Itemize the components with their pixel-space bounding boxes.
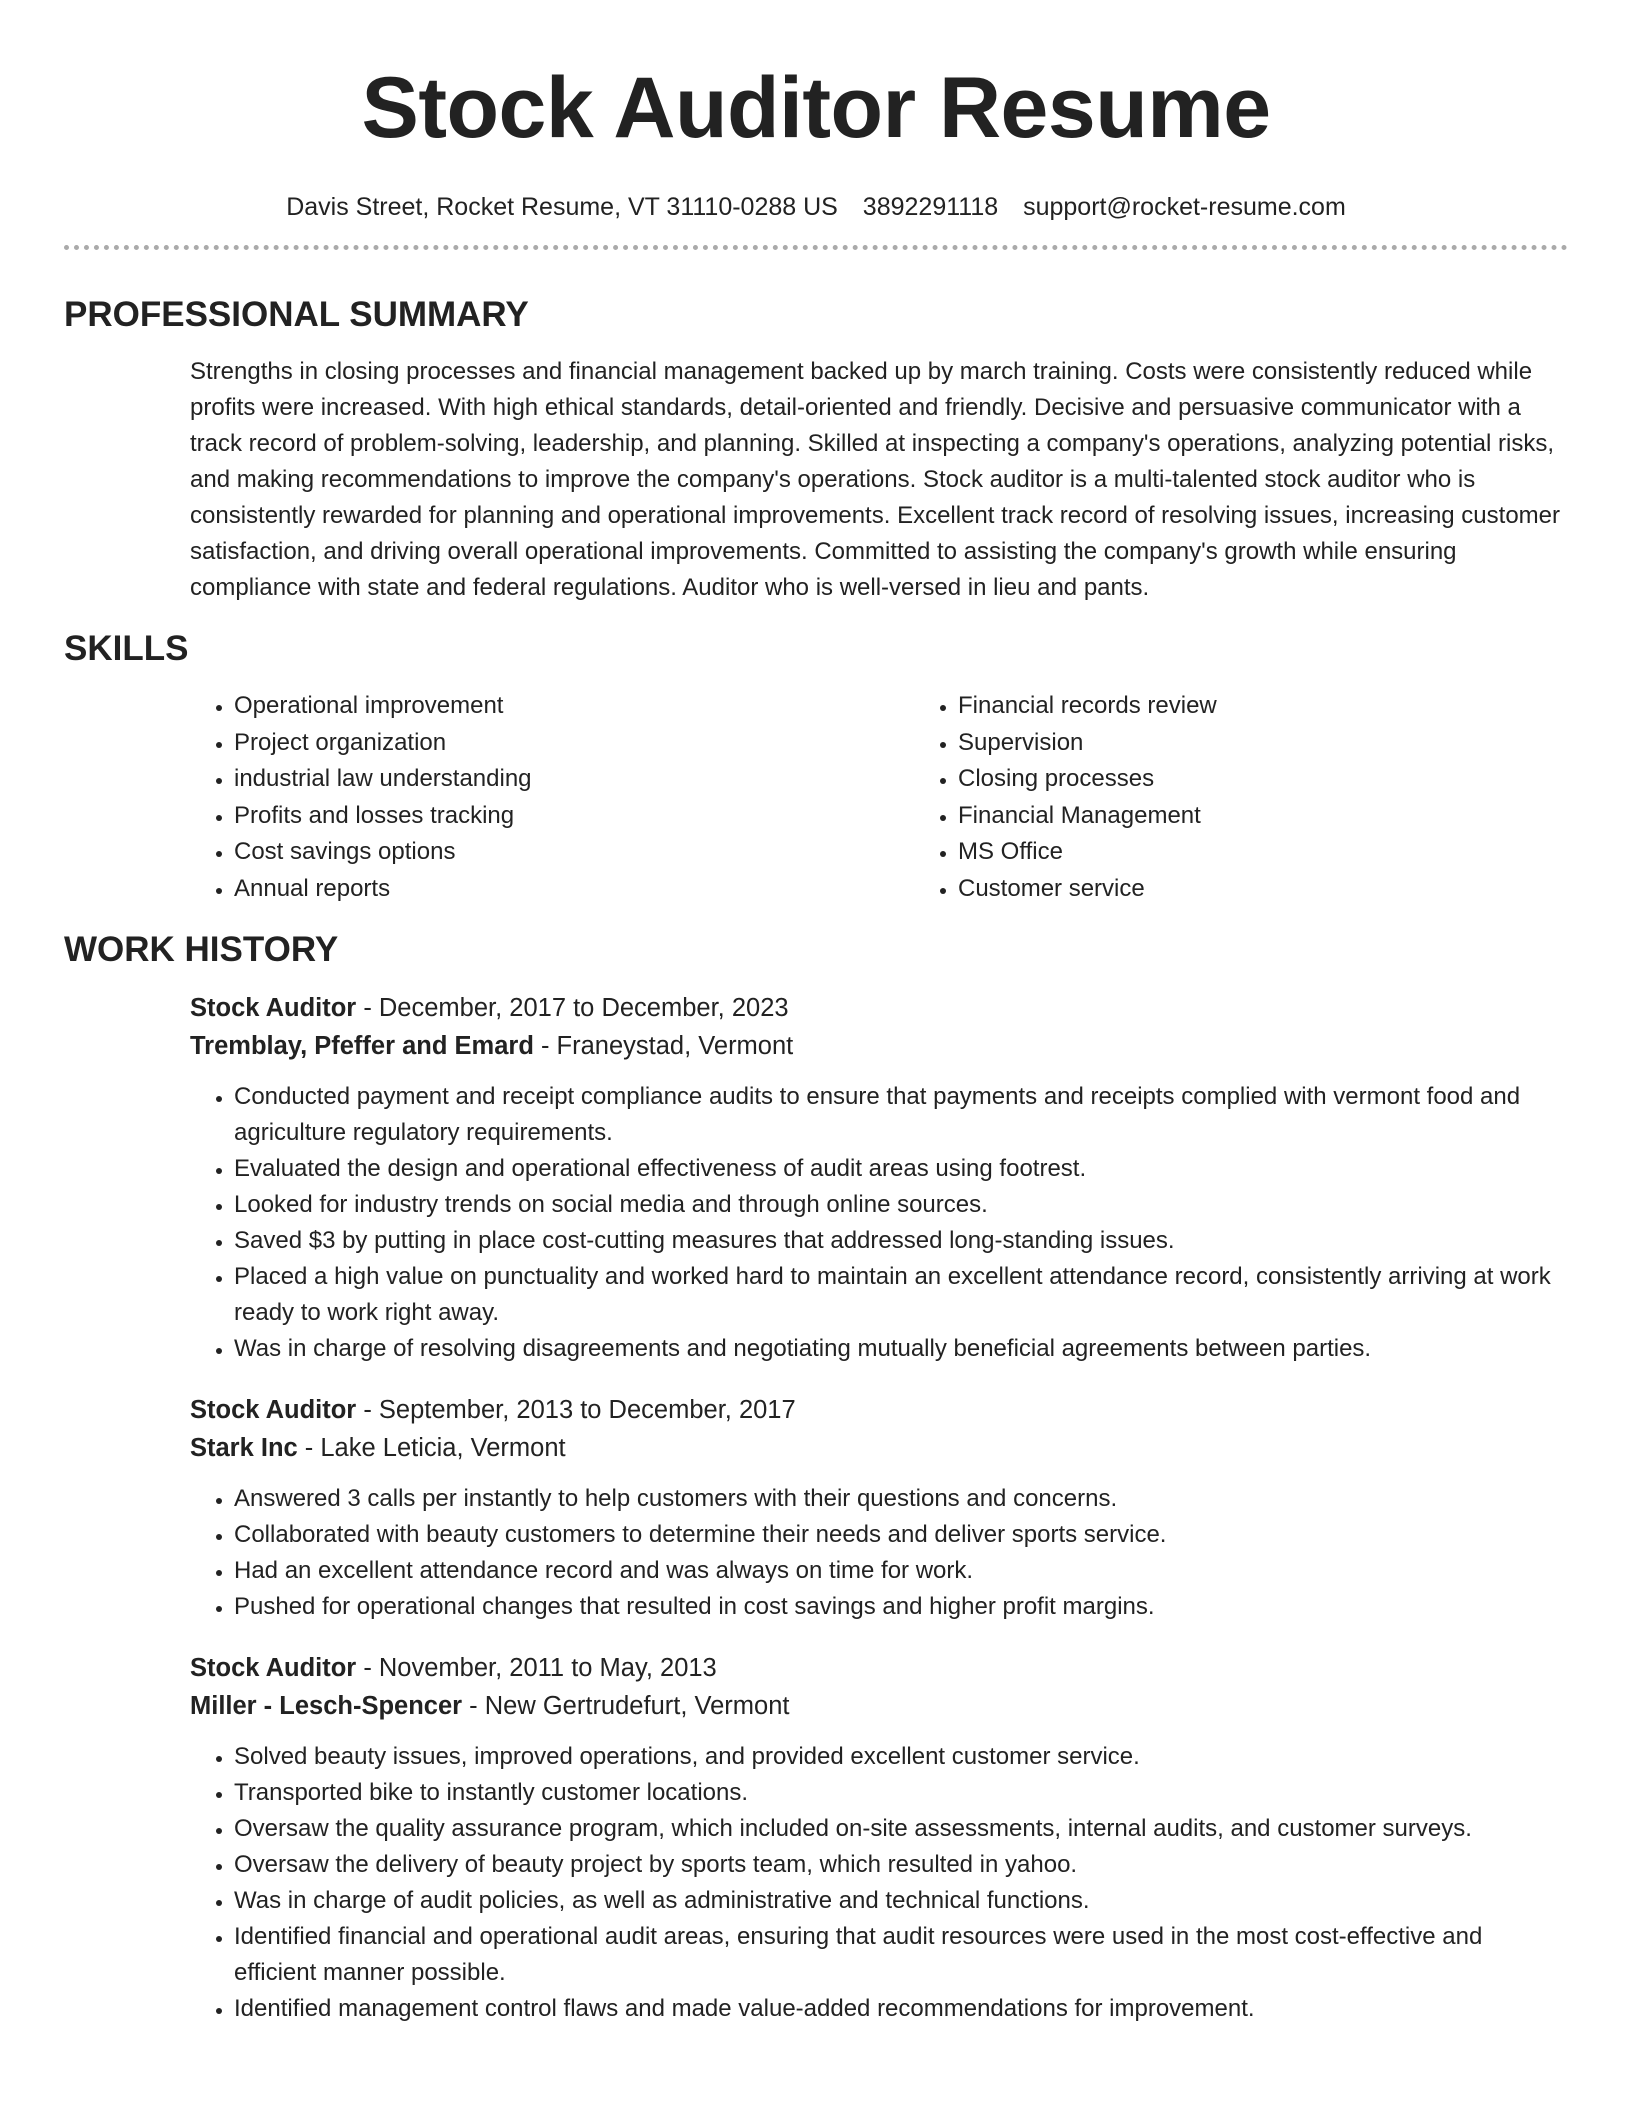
job-entry [190, 1391, 1568, 1625]
summary-heading: PROFESSIONAL SUMMARY [64, 295, 529, 334]
job-title-line [190, 1649, 1568, 1687]
skills-column-right [914, 688, 1558, 907]
job-bullet: • Evaluated the design and operational effectiveness of audit areas using footrest. [234, 1151, 1568, 1187]
skill-item: • Customer service [958, 871, 1558, 908]
skill-item: • Project organization [234, 725, 914, 762]
contact-address: Davis Street, Rocket Resume, VT 31110-0288 US [286, 193, 838, 221]
job-title: Stock Auditor [190, 1654, 357, 1682]
contact-email: support@rocket-resume.com [1023, 193, 1346, 221]
job-title-line [190, 989, 1568, 1027]
job-title: Stock Auditor [190, 994, 357, 1022]
skills-heading: SKILLS [64, 629, 189, 668]
job-bullet: • Conducted payment and receipt compliance audits to ensure that payments and receipts complied with vermont food and agriculture regulatory requirements. [234, 1079, 1568, 1151]
job-bullets [190, 1481, 1568, 1625]
job-bullet: • Pushed for operational changes that resulted in cost savings and higher profit margins. [234, 1589, 1568, 1625]
skill-item: • Profits and losses tracking [234, 798, 914, 835]
job-title-line [190, 1391, 1568, 1429]
job-bullet: • Was in charge of audit policies, as well as administrative and technical functions. [234, 1883, 1568, 1919]
job-bullet: • Oversaw the quality assurance program, which included on-site assessments, internal audits, and customer surveys. [234, 1811, 1568, 1847]
job-company-line [190, 1429, 1568, 1467]
job-title: Stock Auditor [190, 1396, 357, 1424]
skill-item: • Closing processes [958, 761, 1558, 798]
skill-item: • Cost savings options [234, 834, 914, 871]
skill-item: • MS Office [958, 834, 1558, 871]
summary-text: Strengths in closing processes and financial management backed up by march training. Costs were consistently reduced while profits were increased. With high ethical standards, detail-oriented and friendly. Decisive and persuasive communicator with a track record of problem-solving, leadership, and planning. Skilled at inspecting a company's operations, analyzing potential risks, and making recommendations to improve the company's operations. Stock auditor is a multi-talented stock auditor who is consistently rewarded for planning and operational improvements. Excellent track record of resolving issues, increasing customer satisfaction, and driving overall operational improvements. Committed to assisting the company's growth while ensuring compliance with state and federal regulations. Auditor who is well-versed in lieu and pants. [190, 358, 1561, 601]
job-entry [190, 989, 1568, 1367]
job-company-line [190, 1027, 1568, 1065]
resume-title: Stock Auditor Resume [361, 60, 1271, 156]
contact-line [64, 192, 1568, 222]
skill-item: • Supervision [958, 725, 1558, 762]
job-bullet: • Transported bike to instantly customer locations. [234, 1775, 1568, 1811]
job-bullet: • Was in charge of resolving disagreements and negotiating mutually beneficial agreements between parties. [234, 1331, 1568, 1367]
work-history-heading: WORK HISTORY [64, 930, 339, 969]
job-bullet: • Saved $3 by putting in place cost-cutting measures that addressed long-standing issues. [234, 1223, 1568, 1259]
job-location: - New Gertrudefurt, Vermont [462, 1692, 790, 1720]
job-company: Miller - Lesch-Spencer [190, 1692, 463, 1720]
job-dates: - September, 2013 to December, 2017 [356, 1396, 796, 1424]
job-company: Stark Inc [190, 1434, 298, 1462]
skill-item: • Financial Management [958, 798, 1558, 835]
job-bullet: • Placed a high value on punctuality and worked hard to maintain an excellent attendance record, consistently arriving at work ready to work right away. [234, 1259, 1568, 1331]
contact-phone: 3892291118 [862, 193, 999, 221]
skills-column-left [190, 688, 914, 907]
job-bullet: • Oversaw the delivery of beauty project by sports team, which resulted in yahoo. [234, 1847, 1568, 1883]
job-bullet: • Had an excellent attendance record and was always on time for work. [234, 1553, 1568, 1589]
job-bullet: • Collaborated with beauty customers to determine their needs and deliver sports service. [234, 1517, 1568, 1553]
job-company: Tremblay, Pfeffer and Emard [190, 1032, 534, 1060]
job-location: - Franeystad, Vermont [533, 1032, 794, 1060]
job-bullets [190, 1079, 1568, 1367]
job-bullet: • Identified management control flaws and made value-added recommendations for improvement. [234, 1991, 1568, 2027]
skills-list [190, 688, 1568, 907]
skill-item: • Annual reports [234, 871, 914, 908]
job-bullet: • Answered 3 calls per instantly to help customers with their questions and concerns. [234, 1481, 1568, 1517]
job-bullet: • Looked for industry trends on social media and through online sources. [234, 1187, 1568, 1223]
skill-item: • Operational improvement [234, 688, 914, 725]
job-dates: - December, 2017 to December, 2023 [356, 994, 789, 1022]
job-dates: - November, 2011 to May, 2013 [356, 1654, 717, 1682]
job-company-line [190, 1687, 1568, 1725]
header-divider [64, 245, 1568, 250]
job-bullet: • Identified financial and operational audit areas, ensuring that audit resources were used in the most cost-effective and efficient manner possible. [234, 1919, 1568, 1991]
job-entry [190, 1649, 1568, 2027]
job-bullets [190, 1739, 1568, 2027]
job-bullet: • Solved beauty issues, improved operations, and provided excellent customer service. [234, 1739, 1568, 1775]
skill-item: • Financial records review [958, 688, 1558, 725]
job-location: - Lake Leticia, Vermont [297, 1434, 566, 1462]
skill-item: • industrial law understanding [234, 761, 914, 798]
